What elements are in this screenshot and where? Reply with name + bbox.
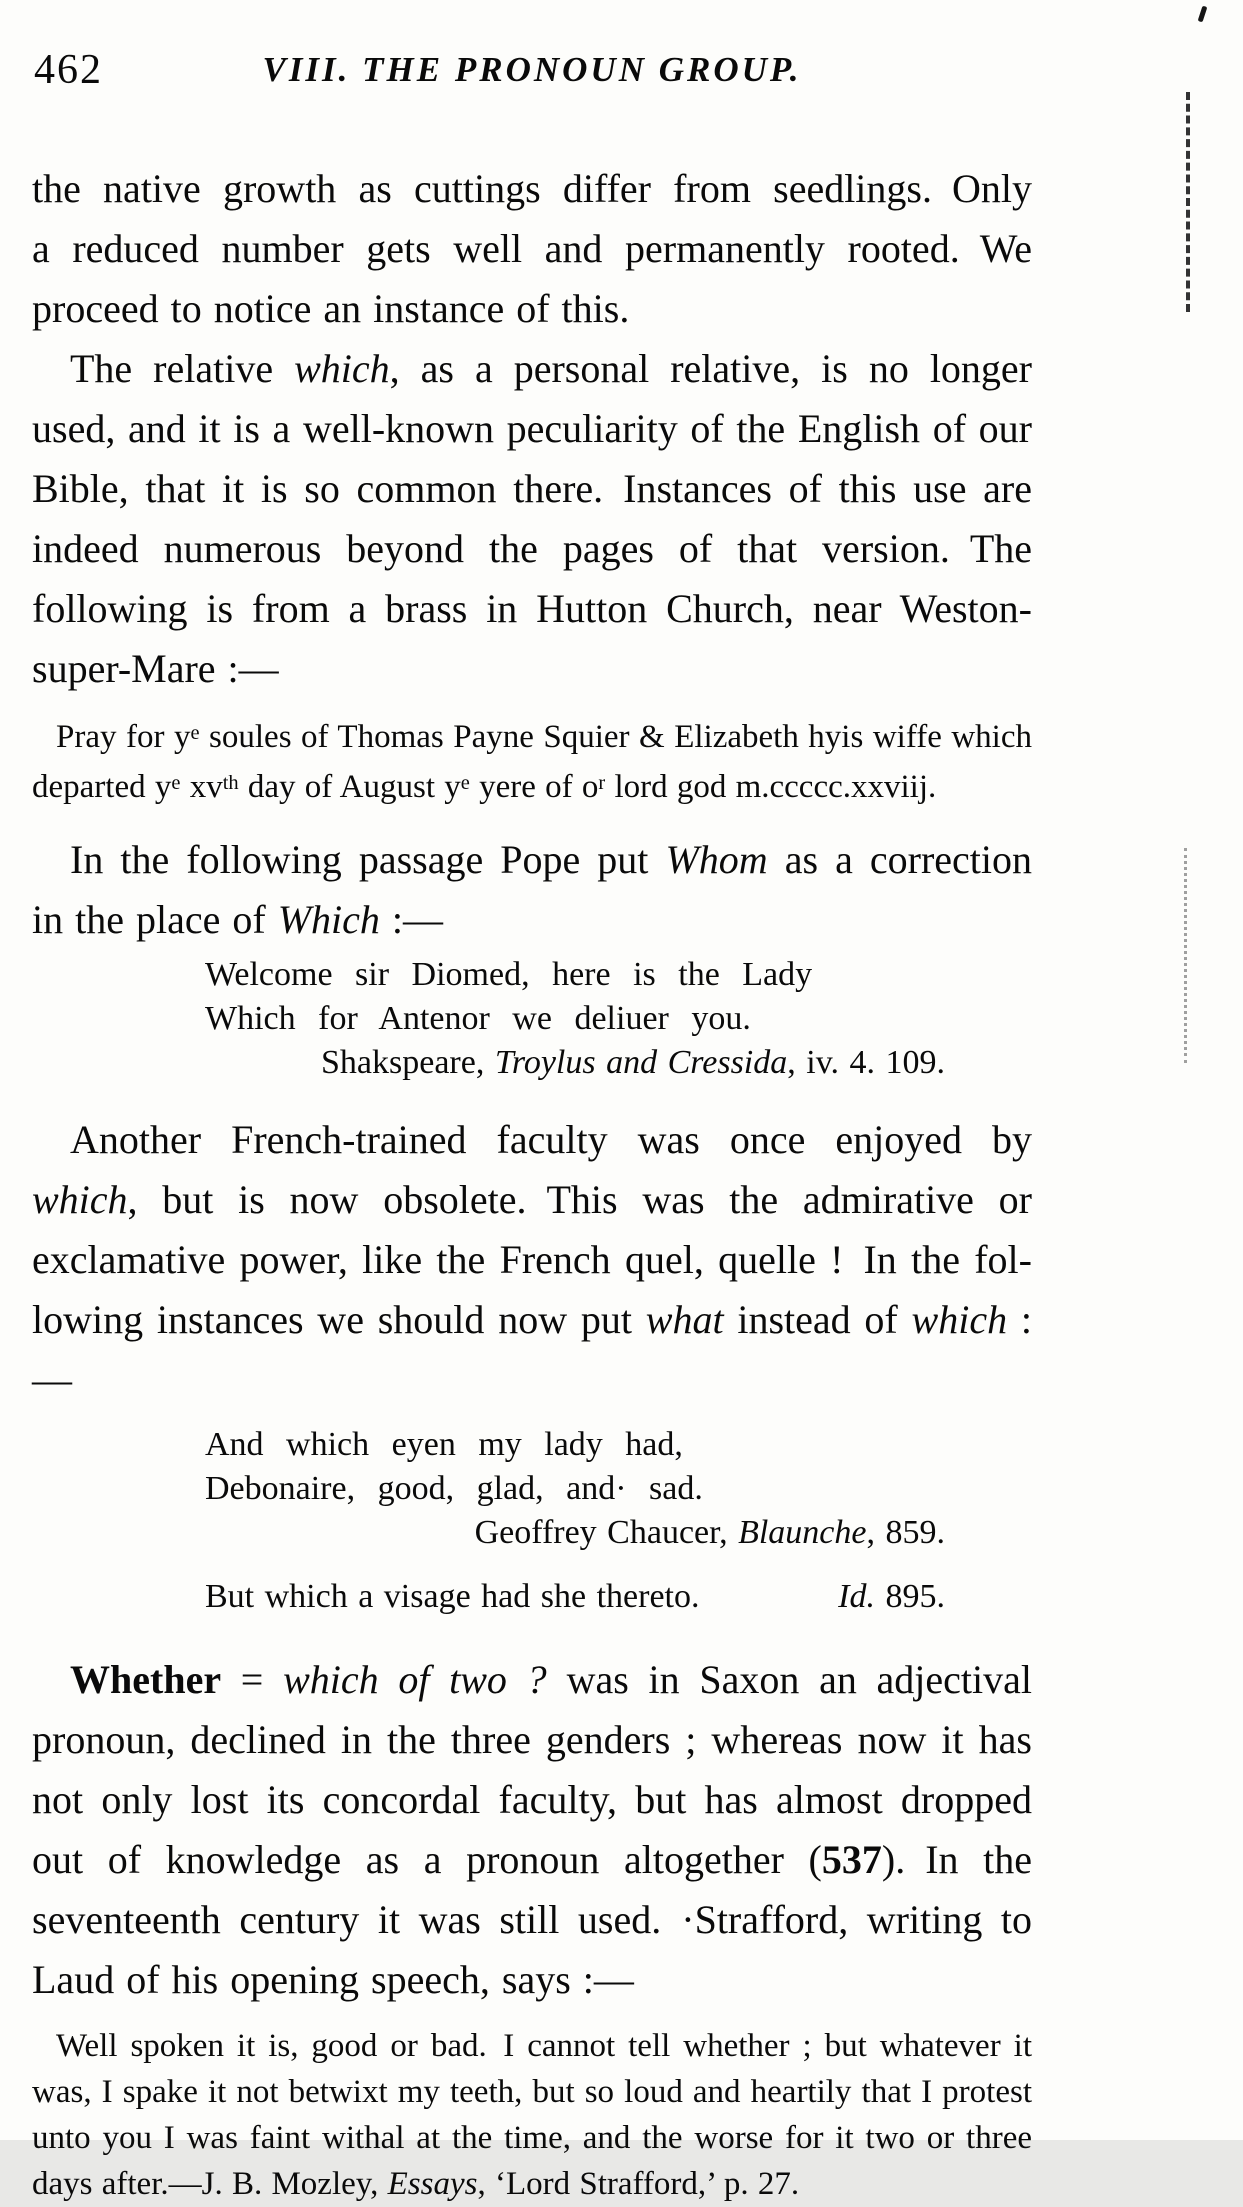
text-segment: days after.—J. B. Mozley, bbox=[32, 2166, 388, 2203]
text-segment: ). In the bbox=[881, 1837, 1032, 1883]
text-line bbox=[32, 459, 1032, 519]
text-segment: what bbox=[645, 1297, 724, 1343]
text-segment: Whether bbox=[70, 1657, 222, 1703]
quote-strafford bbox=[32, 2023, 1032, 2207]
text-line bbox=[32, 1290, 1032, 1410]
text-line bbox=[32, 639, 1032, 699]
text-line bbox=[32, 1950, 1032, 2010]
text-line bbox=[32, 1710, 1032, 1770]
page-header bbox=[32, 46, 1032, 100]
text-segment: pronoun, declined in the three genders ; whereas now it has bbox=[32, 1717, 1032, 1763]
text-segment: But which a visage had she thereto. bbox=[205, 1578, 700, 1616]
scan-artifact-tick bbox=[1198, 6, 1208, 23]
line-right-part bbox=[838, 1575, 945, 1619]
text-segment: which bbox=[911, 1297, 1008, 1343]
text-line bbox=[32, 159, 1032, 219]
text-segment: super-Mare :— bbox=[32, 646, 279, 691]
text-line bbox=[32, 1170, 1032, 1230]
text-segment: 895. bbox=[875, 1578, 945, 1616]
text-segment: Well spoken it is, good or bad. I cannot tell whether ; but whatever it bbox=[56, 2028, 1032, 2065]
text-segment: e bbox=[190, 722, 200, 744]
text-segment: the native growth as cuttings differ from seedlings. Only bbox=[32, 166, 1032, 211]
running-header: VIII. THE PRONOUN GROUP. bbox=[262, 50, 802, 89]
text-segment: , 859. bbox=[866, 1514, 945, 1552]
text-line bbox=[32, 399, 1032, 459]
text-line bbox=[32, 2161, 1032, 2207]
text-line bbox=[32, 710, 1032, 760]
paragraph-native-growth bbox=[32, 159, 1032, 339]
text-line bbox=[205, 1575, 945, 1619]
page-number: 462 bbox=[34, 47, 103, 93]
text-line bbox=[32, 1110, 1032, 1170]
paragraph-whether bbox=[32, 1650, 1032, 2010]
text-line bbox=[32, 1650, 1032, 1710]
text-segment: was in Saxon an adjectival bbox=[546, 1657, 1033, 1703]
text-segment: , but is now obsolete. This was the admirative or bbox=[127, 1177, 1032, 1223]
text-line bbox=[32, 1830, 1032, 1890]
text-segment: was, I spake it not betwixt my teeth, but so loud and heartily that I protest bbox=[32, 2074, 1032, 2111]
verse-quote-shakespeare bbox=[205, 953, 945, 1085]
text-line bbox=[205, 1423, 945, 1467]
text-segment: The relative bbox=[70, 346, 295, 391]
text-segment: Shakspeare, bbox=[321, 1044, 495, 1082]
text-line bbox=[32, 279, 1032, 339]
text-segment: Bible, that it is so common there. Instances of this use are bbox=[32, 466, 1032, 511]
text-segment: e bbox=[171, 772, 181, 795]
text-segment: unto you I was faint withal at the time, and the worse for it two or three bbox=[32, 2120, 1032, 2157]
paragraph-relative-which bbox=[32, 339, 1032, 699]
text-segment: Another French-trained faculty was once enjoyed by bbox=[70, 1117, 1032, 1163]
text-segment: Debonaire, good, glad, and· sad. bbox=[205, 1470, 703, 1508]
text-line bbox=[32, 339, 1032, 399]
text-segment: in the place of bbox=[32, 897, 278, 943]
text-segment: out of knowledge as a pronoun altogether ( bbox=[32, 1837, 822, 1883]
text-segment: proceed to notice an instance of this. bbox=[32, 286, 630, 331]
text-line bbox=[32, 579, 1032, 639]
text-segment: which of two ? bbox=[283, 1657, 547, 1703]
text-segment: lowing instances we should now put bbox=[32, 1297, 646, 1343]
text-segment: xv bbox=[180, 769, 223, 806]
text-segment: Welcome sir Diomed, here is the Lady bbox=[205, 956, 813, 994]
text-segment: Essays bbox=[387, 2166, 478, 2203]
text-line bbox=[32, 890, 1032, 950]
text-segment: e bbox=[460, 772, 470, 795]
text-line bbox=[205, 997, 945, 1041]
text-segment: lord god m.ccccc.xxviij. bbox=[605, 769, 937, 806]
text-segment: , as a personal relative, is no longer bbox=[389, 346, 1033, 391]
text-segment: yere of o bbox=[469, 769, 599, 806]
text-segment: , ‘Lord Strafford,’ p. 27. bbox=[477, 2166, 800, 2203]
text-segment: th bbox=[222, 772, 239, 795]
text-segment: r bbox=[598, 772, 606, 795]
paragraph-pope-whom bbox=[32, 830, 1032, 950]
verse-quote-chaucer bbox=[205, 1423, 945, 1619]
text-segment: And which eyen my lady had, bbox=[205, 1426, 683, 1464]
text-segment: following is from a brass in Hutton Church, near Weston- bbox=[32, 586, 1032, 631]
scan-artifact-dotted-edge bbox=[1184, 848, 1187, 1063]
text-segment: = bbox=[221, 1657, 284, 1703]
text-segment: Troylus and Cressida bbox=[494, 1044, 788, 1082]
text-line bbox=[205, 1467, 945, 1511]
text-segment: In the following passage Pope put bbox=[70, 837, 666, 883]
text-line bbox=[32, 519, 1032, 579]
text-line bbox=[32, 1770, 1032, 1830]
text-line bbox=[32, 2069, 1032, 2115]
text-segment: used, and it is a well-known peculiarity of the English of our bbox=[32, 406, 1032, 451]
text-line bbox=[32, 219, 1032, 279]
text-segment: which bbox=[32, 1177, 128, 1223]
text-segment: as a correction bbox=[767, 837, 1033, 883]
text-segment: Laud of his opening speech, says :— bbox=[32, 1957, 634, 2003]
text-segment: Geoffrey Chaucer, bbox=[474, 1514, 739, 1552]
text-line bbox=[32, 2115, 1032, 2161]
text-segment: day of August y bbox=[238, 769, 461, 806]
text-segment: a reduced number gets well and permanently rooted. We bbox=[32, 226, 1032, 271]
text-column bbox=[32, 0, 1032, 2207]
paragraph-french-faculty bbox=[32, 1110, 1032, 1410]
text-line bbox=[32, 1890, 1032, 1950]
text-segment: Id. bbox=[838, 1578, 875, 1616]
brass-inscription-quote bbox=[32, 710, 1032, 810]
text-segment: seventeenth century it was still used. ·Strafford, writing to bbox=[32, 1897, 1032, 1943]
text-segment: soules of Thomas Payne Squier & Elizabeth hyis wiffe which bbox=[199, 719, 1032, 756]
text-segment: instead of bbox=[723, 1297, 912, 1343]
scan-artifact-dashed-edge bbox=[1186, 92, 1190, 312]
text-line bbox=[205, 1511, 945, 1555]
text-segment: Whom bbox=[665, 837, 768, 883]
text-segment: 537 bbox=[821, 1837, 882, 1883]
text-segment: , iv. 4. 109. bbox=[787, 1044, 945, 1082]
text-segment: Which bbox=[277, 897, 380, 943]
text-line bbox=[205, 953, 945, 997]
text-segment: Blaunche bbox=[738, 1514, 867, 1552]
text-segment: :— bbox=[32, 1297, 1032, 1403]
line-left-part bbox=[205, 1575, 699, 1619]
text-segment: which bbox=[294, 346, 390, 391]
text-segment: exclamative power, like the French quel, quelle ! In the fol- bbox=[32, 1237, 1032, 1283]
text-segment: departed y bbox=[32, 769, 172, 806]
text-segment: not only lost its concordal faculty, but has almost dropped bbox=[32, 1777, 1032, 1823]
text-segment: indeed numerous beyond the pages of that version. The bbox=[32, 526, 1032, 571]
text-line bbox=[205, 1041, 945, 1085]
text-line bbox=[32, 760, 1032, 810]
text-segment: Pray for y bbox=[56, 719, 191, 756]
text-segment: Which for Antenor we deliuer you. bbox=[205, 1000, 751, 1038]
text-segment: :— bbox=[379, 897, 443, 943]
text-line bbox=[32, 1230, 1032, 1290]
text-line bbox=[32, 830, 1032, 890]
text-line bbox=[32, 2023, 1032, 2069]
